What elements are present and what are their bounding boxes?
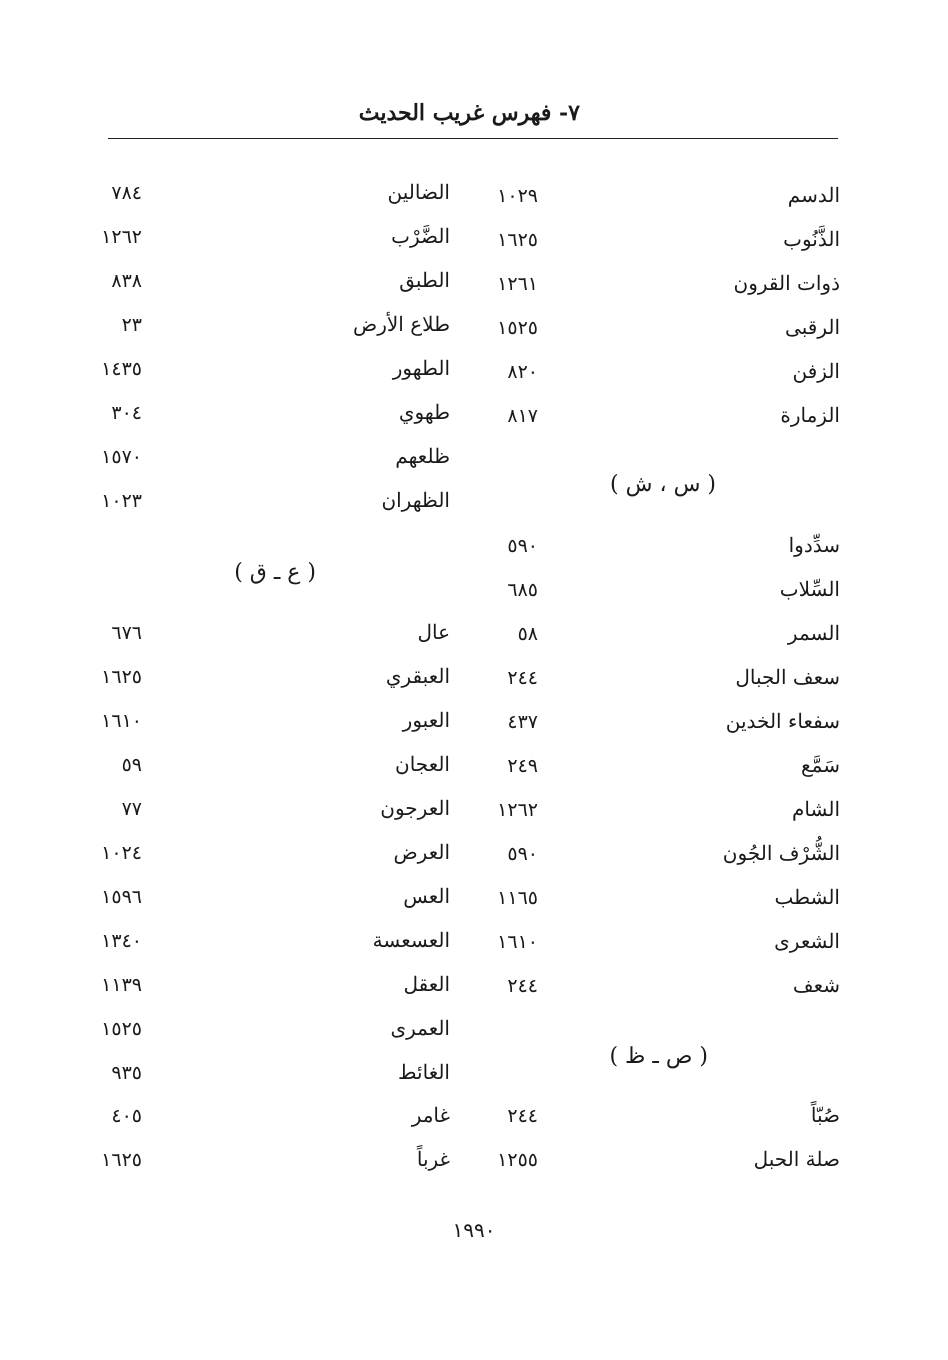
page-reference: ٤٠٥ — [111, 1105, 142, 1127]
index-term: العس — [403, 884, 450, 908]
index-term: الشُّرْف الجُون — [722, 841, 840, 865]
index-term: صُبّاً — [810, 1103, 840, 1127]
page-reference: ١٦٢٥ — [101, 1149, 142, 1171]
page-reference: ٥٩٠ — [507, 843, 538, 865]
page-reference: ٢٤٩ — [507, 755, 538, 777]
index-term: العرض — [393, 840, 450, 864]
page-reference: ٥٩ — [121, 754, 142, 776]
index-term: العبقري — [385, 664, 450, 688]
index-term: سفعاء الخدين — [725, 709, 840, 733]
index-term: صلة الحبل — [753, 1147, 840, 1171]
page-reference: ٨٣٨ — [111, 270, 142, 292]
page-reference: ٥٩٠ — [507, 535, 538, 557]
page-reference: ٨٢٠ — [507, 361, 538, 383]
section-heading: ( ص ـ ظ ) — [609, 1044, 708, 1069]
page-reference: ١٢٦١ — [497, 273, 538, 295]
index-term: الطهور — [392, 356, 450, 380]
page-reference: ١٠٢٩ — [497, 185, 538, 207]
index-term: سدِّدوا — [788, 533, 840, 557]
page-reference: ٢٤٤ — [507, 1105, 538, 1127]
index-term: السِّلاب — [779, 577, 840, 601]
index-term: ذوات القرون — [733, 271, 840, 295]
page-reference: ٧٧ — [121, 798, 142, 820]
index-term: الرقبى — [785, 315, 840, 339]
index-term: الضَّرْب — [391, 224, 450, 248]
page-number: ١٩٩٠ — [452, 1218, 496, 1242]
index-term: الزمارة — [780, 403, 840, 427]
page-reference: ٤٣٧ — [507, 711, 538, 733]
index-term: ظلعهم — [395, 444, 450, 468]
section-heading: ( ع ـ ق ) — [234, 560, 316, 585]
index-term: غامر — [411, 1103, 450, 1127]
page-reference: ٨١٧ — [507, 405, 538, 427]
page-reference: ١٠٢٤ — [101, 842, 142, 864]
index-term: السمر — [787, 621, 840, 645]
index-term: الضالين — [387, 180, 450, 204]
page-reference: ٧٨٤ — [111, 182, 142, 204]
index-term: العسعسة — [372, 928, 450, 952]
index-term: العقل — [403, 972, 450, 996]
page-reference: ١٢٥٥ — [497, 1149, 538, 1171]
page-title: ٧- فهرس غريب الحديث — [358, 100, 580, 126]
index-term: الشعرى — [774, 929, 840, 953]
index-term: طلاع الأرض — [353, 312, 450, 336]
index-term: سعف الجبال — [735, 665, 840, 689]
page-reference: ٦٧٦ — [111, 622, 142, 644]
page-header — [108, 92, 838, 139]
index-term: العرجون — [380, 796, 450, 820]
page-reference: ١٦٢٥ — [497, 229, 538, 251]
index-term: الطبق — [399, 268, 450, 292]
page-reference: ٣٠٤ — [111, 402, 142, 424]
page-reference: ٥٨ — [517, 623, 538, 645]
index-term: الزفن — [792, 359, 840, 383]
page-reference: ١٤٣٥ — [101, 358, 142, 380]
index-term: شعف — [792, 973, 840, 997]
page-reference: ١٥٧٠ — [101, 446, 142, 468]
index-term: الغائط — [398, 1060, 450, 1084]
index-term: طهوي — [398, 400, 450, 424]
page-reference: ١٠٢٣ — [101, 490, 142, 512]
page-reference: ١٢٦٢ — [101, 226, 142, 248]
index-term: الذَّنُوب — [783, 227, 840, 251]
index-term: الشام — [792, 797, 840, 821]
index-term: عال — [417, 620, 450, 644]
page-reference: ٢٤٤ — [507, 667, 538, 689]
page-reference: ١١٣٩ — [101, 974, 142, 996]
index-term: الدسم — [787, 183, 840, 207]
index-term: الظهران — [381, 488, 450, 512]
page-reference: ١٥٢٥ — [497, 317, 538, 339]
page-reference: ١١٦٥ — [497, 887, 538, 909]
page-reference: ١٣٤٠ — [101, 930, 142, 952]
page-reference: ٩٣٥ — [111, 1062, 142, 1084]
page-reference: ١٦٢٥ — [101, 666, 142, 688]
page-reference: ١٥٢٥ — [101, 1018, 142, 1040]
index-term: سَمَّع — [801, 753, 840, 777]
page-reference: ١٥٩٦ — [101, 886, 142, 908]
index-term: العمرى — [390, 1016, 450, 1040]
page-reference: ١٦١٠ — [101, 710, 142, 732]
section-heading: ( س ، ش ) — [610, 472, 716, 497]
index-term: العجان — [395, 752, 450, 776]
page-reference: ٢٣ — [121, 314, 142, 336]
page-reference: ٦٨٥ — [507, 579, 538, 601]
page-reference: ١٢٦٢ — [497, 799, 538, 821]
index-term: الشطب — [774, 885, 840, 909]
index-term: العبور — [402, 708, 450, 732]
page-reference: ١٦١٠ — [497, 931, 538, 953]
index-term: غرباً — [416, 1147, 450, 1171]
page-reference: ٢٤٤ — [507, 975, 538, 997]
